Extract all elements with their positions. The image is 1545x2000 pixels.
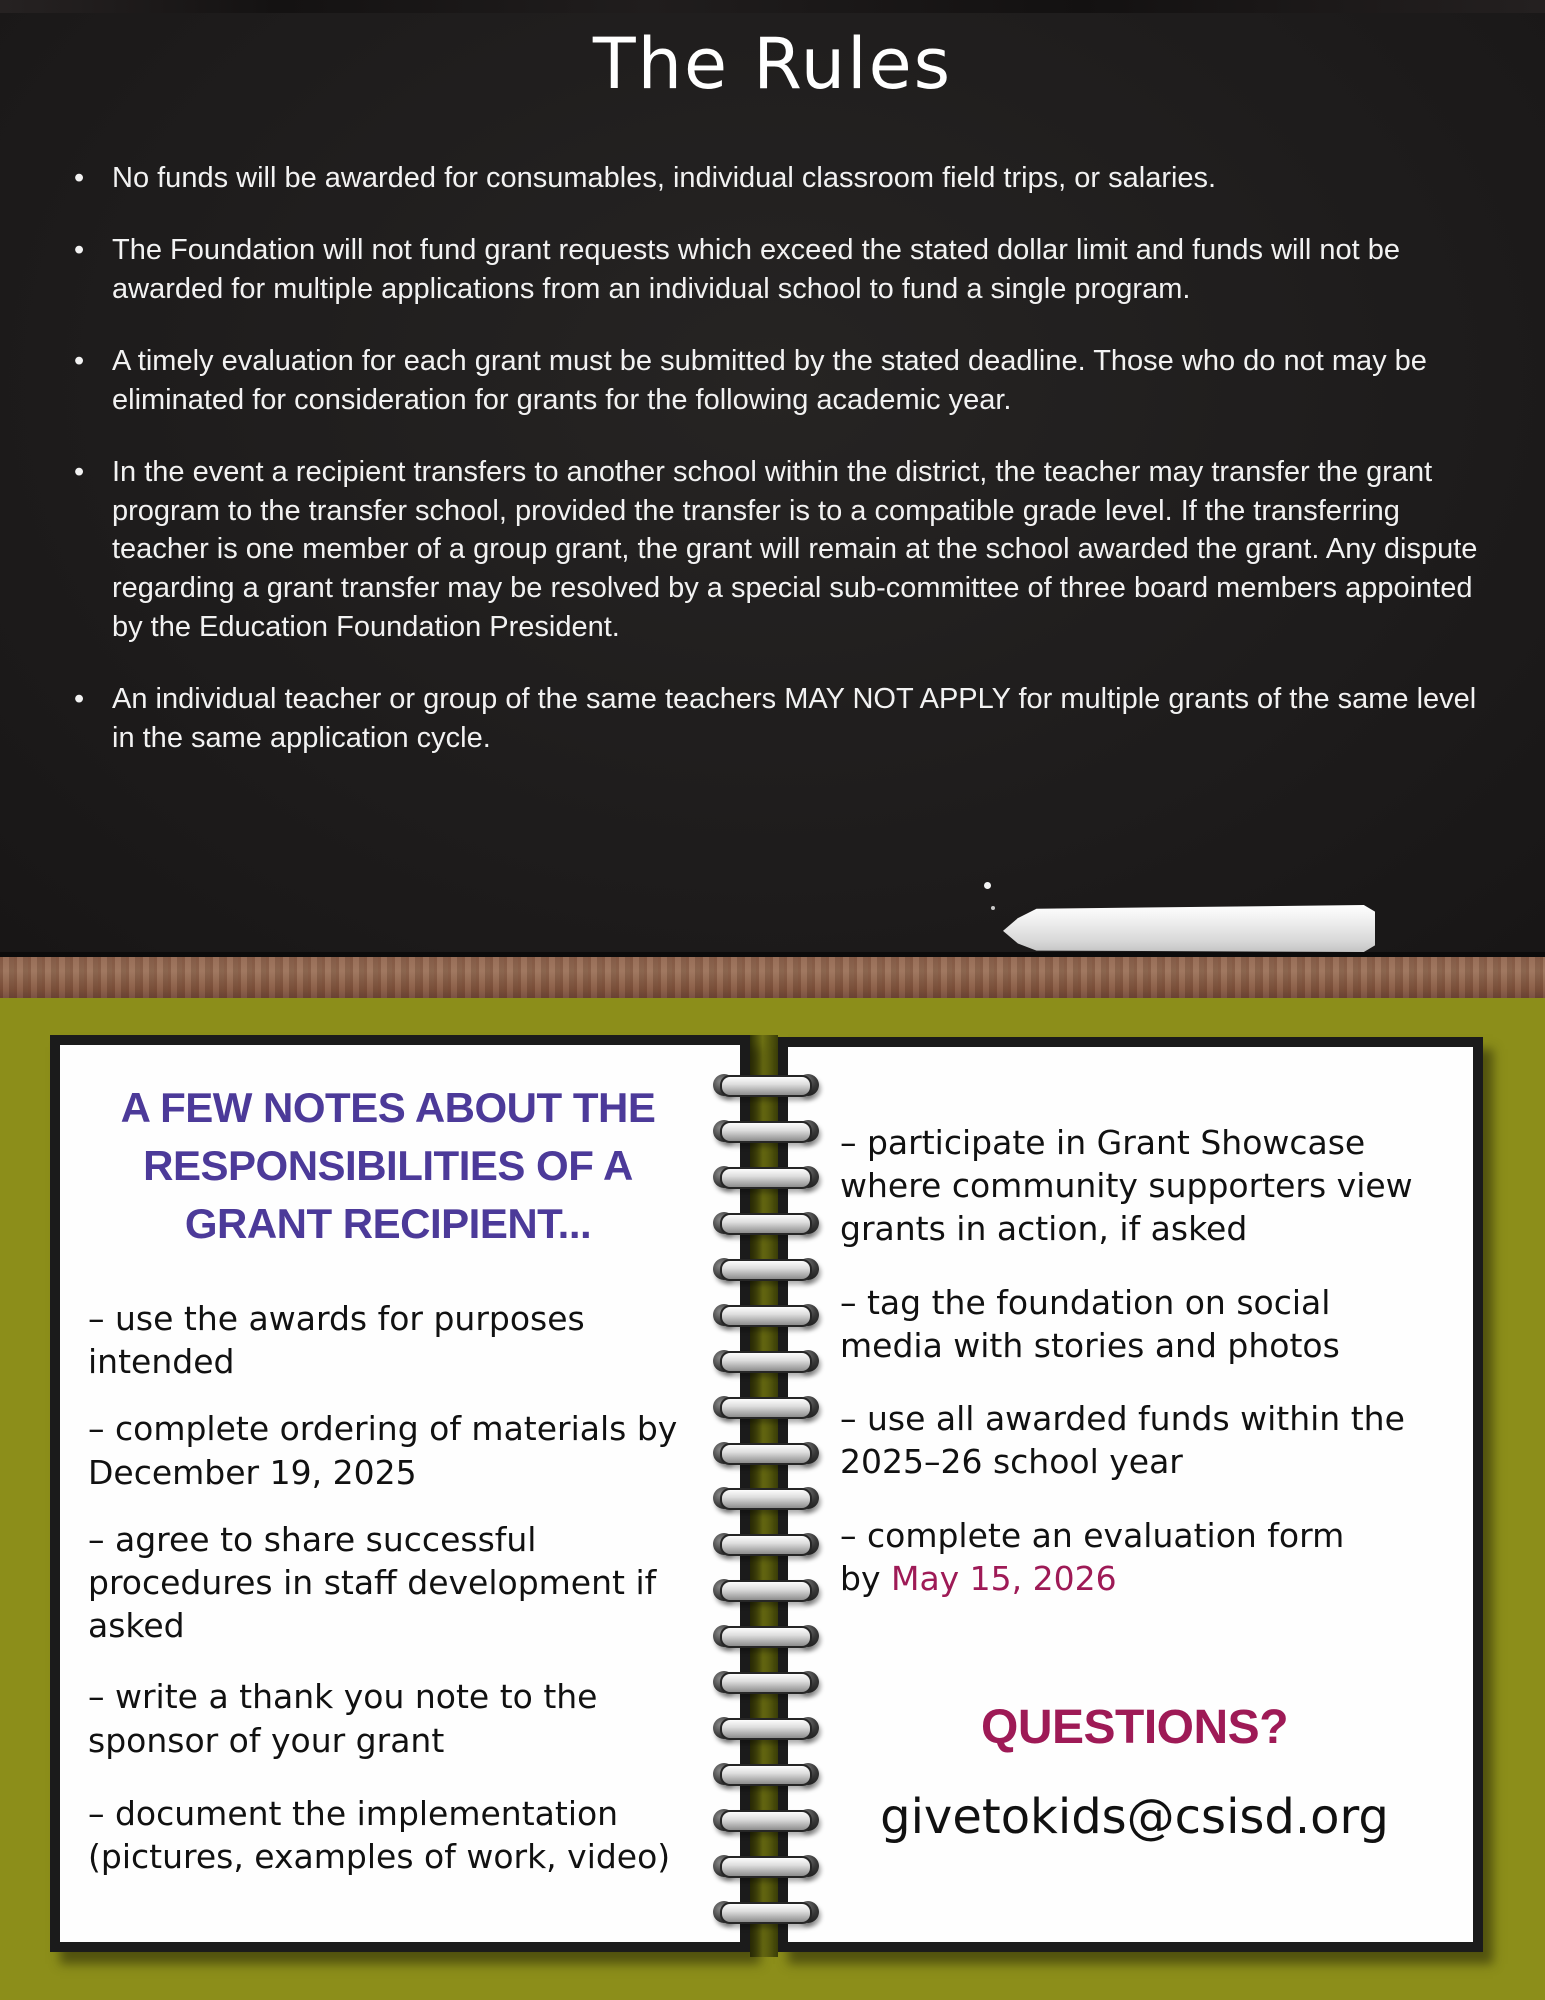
left-page-heading [88,1079,688,1253]
note-item: – complete ordering of materials by December 19, 2025 [88,1409,678,1492]
note-item-evaluation [840,1514,1429,1600]
note-item: – tag the foundation on social media with stories and photos [840,1282,1340,1365]
heading-line: RESPONSIBILITIES OF A [143,1141,633,1189]
chalk-piece [1003,905,1375,952]
chalk-dust-speck [991,906,995,910]
note-item: – document the implementation (pictures, examples of work, video) [88,1793,671,1877]
note-item: – use the awards for purposes intended [88,1298,585,1382]
chalkboard-top-edge [0,0,1545,13]
chalkboard-section [0,0,1545,952]
note-item: – agree to share successful procedures in staff development if asked [88,1519,657,1646]
notebook-left-page [50,1035,750,1952]
rule-item: • No funds will be awarded for consumables, individual classroom field trips, or salaries. [112,159,1500,198]
rule-item: • The Foundation will not fund grant requests which exceed the stated dollar limit and funds will not be awarded for multiple applications from an individual school to fund a single program. [112,231,1500,308]
note-item: – use all awarded funds within the 2025–26 school year [840,1399,1405,1482]
rule-item: • A timely evaluation for each grant must be submitted by the stated deadline. Those who do not may be eliminated for consideration for grants for the following academic year. [112,342,1500,419]
heading-line: A FEW NOTES ABOUT THE [120,1084,656,1131]
rule-item: • An individual teacher or group of the same teachers MAY NOT APPLY for multiple grants of the same level in the same application cycle. [112,680,1500,757]
note-item: – participate in Grant Showcase where community supporters view grants in action, if asked [840,1123,1413,1249]
questions-heading: QUESTIONS? [980,1700,1289,1754]
evaluation-note-text: – complete an evaluation form [840,1515,1345,1555]
notebook-right-page [778,1037,1483,1952]
rules-list [112,159,1500,758]
evaluation-note-prefix: by [840,1558,891,1598]
heading-line: GRANT RECIPIENT... [184,1199,592,1247]
board-title: The Rules [592,23,953,105]
chalk-tray [0,952,1545,998]
contact-email: givetokids@csisd.org [880,1789,1389,1846]
chalk-dust-speck [984,882,991,889]
deadline-date: May 15, 2026 [890,1558,1117,1598]
notebook-spine-gap [750,1035,778,1957]
note-item: – write a thank you note to the sponsor of your grant [88,1677,598,1760]
rule-item: • In the event a recipient transfers to another school within the district, the teacher may transfer the grant program to the transfer school, provided the transfer is to a compatible grade level. If the transferring teacher is one member of a group grant, the grant will remain at the school awarded the grant. Any dispute regarding a grant transfer may be resolved by a special sub-committee of three board members appointed by the Education Foundation President. [112,453,1500,646]
